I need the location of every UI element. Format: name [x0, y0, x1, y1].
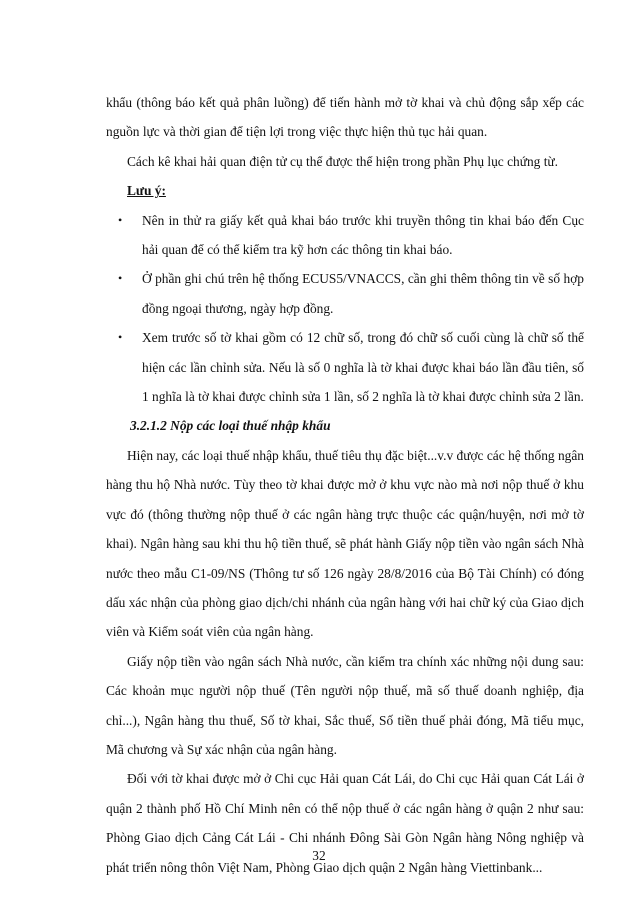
- paragraph-cat-lai-banks: Đối với tờ khai được mở ở Chi cục Hải quan Cát Lái, do Chi cục Hải quan Cát Lái ở quận 2 thành phố Hồ Chí Minh nên có thể nộp thuế ở các ngân hàng ở quận 2 như sau: Phòng Giao dịch Cảng Cát Lái - Chi nhánh Đông Sài Gòn Ngân hàng Nông nghiệp và phát triển nông thôn Việt Nam, Phòng Giao dịch quận 2 Ngân hàng Viettinbank...: [106, 771, 584, 875]
- list-item-text: Xem trước số tờ khai gồm có 12 chữ số, trong đó chữ số cuối cùng là chữ số thể hiện các lần chỉnh sửa. Nếu là số 0 nghĩa là tờ khai được khai báo lần đầu tiên, số 1 nghĩa là tờ khai được chỉnh sửa 1 lần, số 2 nghĩa là tờ khai được chỉnh sửa 2 lần.: [142, 330, 584, 405]
- paragraph-continuation: khẩu (thông báo kết quả phân luồng) để tiến hành mở tờ khai và chủ động sắp xếp các nguồn lực và thời gian để tiện lợi trong việc thực hiện thủ tục hải quan.: [106, 95, 584, 140]
- paragraph-tax-payment: Hiện nay, các loại thuế nhập khẩu, thuế tiêu thụ đặc biệt...v.v được các hệ thống ngân hàng thu hộ Nhà nước. Tùy theo tờ khai được mở ở khu vực nào mà nơi nộp thuế ở khu vực đó (thông thường nộp thuế ở các ngân hàng trực thuộc các quận/huyện, nơi mở tờ khai). Ngân hàng sau khi thu hộ tiền thuế, sẽ phát hành Giấy nộp tiền vào ngân sách Nhà nước theo mẫu C1-09/NS (Thông tư số 126 ngày 28/8/2016 của Bộ Tài Chính) có đóng dấu xác nhận của phòng giao dịch/chi nhánh của ngân hàng với hai chữ ký của Giao dịch viên và Kiểm soát viên của ngân hàng.: [106, 447, 584, 640]
- note-title: Lưu ý:: [127, 183, 166, 199]
- list-item: [106, 323, 584, 411]
- bullet-icon: •: [118, 330, 123, 345]
- page-number: 32: [312, 848, 326, 863]
- list-item-text: Ở phần ghi chú trên hệ thống ECUS5/VNACCS, cần ghi thêm thông tin về số hợp đồng ngoại thương, ngày hợp đồng.: [142, 271, 584, 316]
- list-item: [106, 206, 584, 265]
- list-item-text: Nên in thử ra giấy kết quả khai báo trước khi truyền thông tin khai báo đến Cục hải quan để có thể kiểm tra kỹ hơn các thông tin khai báo.: [142, 212, 584, 258]
- bullet-icon: •: [118, 271, 123, 286]
- page-body: [106, 88, 584, 882]
- note-bullet-list: [106, 206, 584, 412]
- bullet-icon: •: [118, 212, 123, 227]
- list-item: [106, 264, 584, 323]
- paragraph-appendix-reference: Cách kê khai hải quan điện tử cụ thể được thể hiện trong phần Phụ lục chứng từ.: [127, 153, 559, 169]
- paragraph-payment-slip-check: Giấy nộp tiền vào ngân sách Nhà nước, cần kiểm tra chính xác những nội dung sau: Các khoản mục người nộp thuế (Tên người nộp thuế, mã số thuế doanh nghiệp, địa chỉ...), Ngân hàng thu thuế, Số tờ khai, Sắc thuế, Số tiền thuế phải đóng, Mã tiểu mục, Mã chương và Sự xác nhận của ngân hàng.: [106, 653, 584, 757]
- section-heading: 3.2.1.2 Nộp các loại thuế nhập khẩu: [130, 418, 331, 434]
